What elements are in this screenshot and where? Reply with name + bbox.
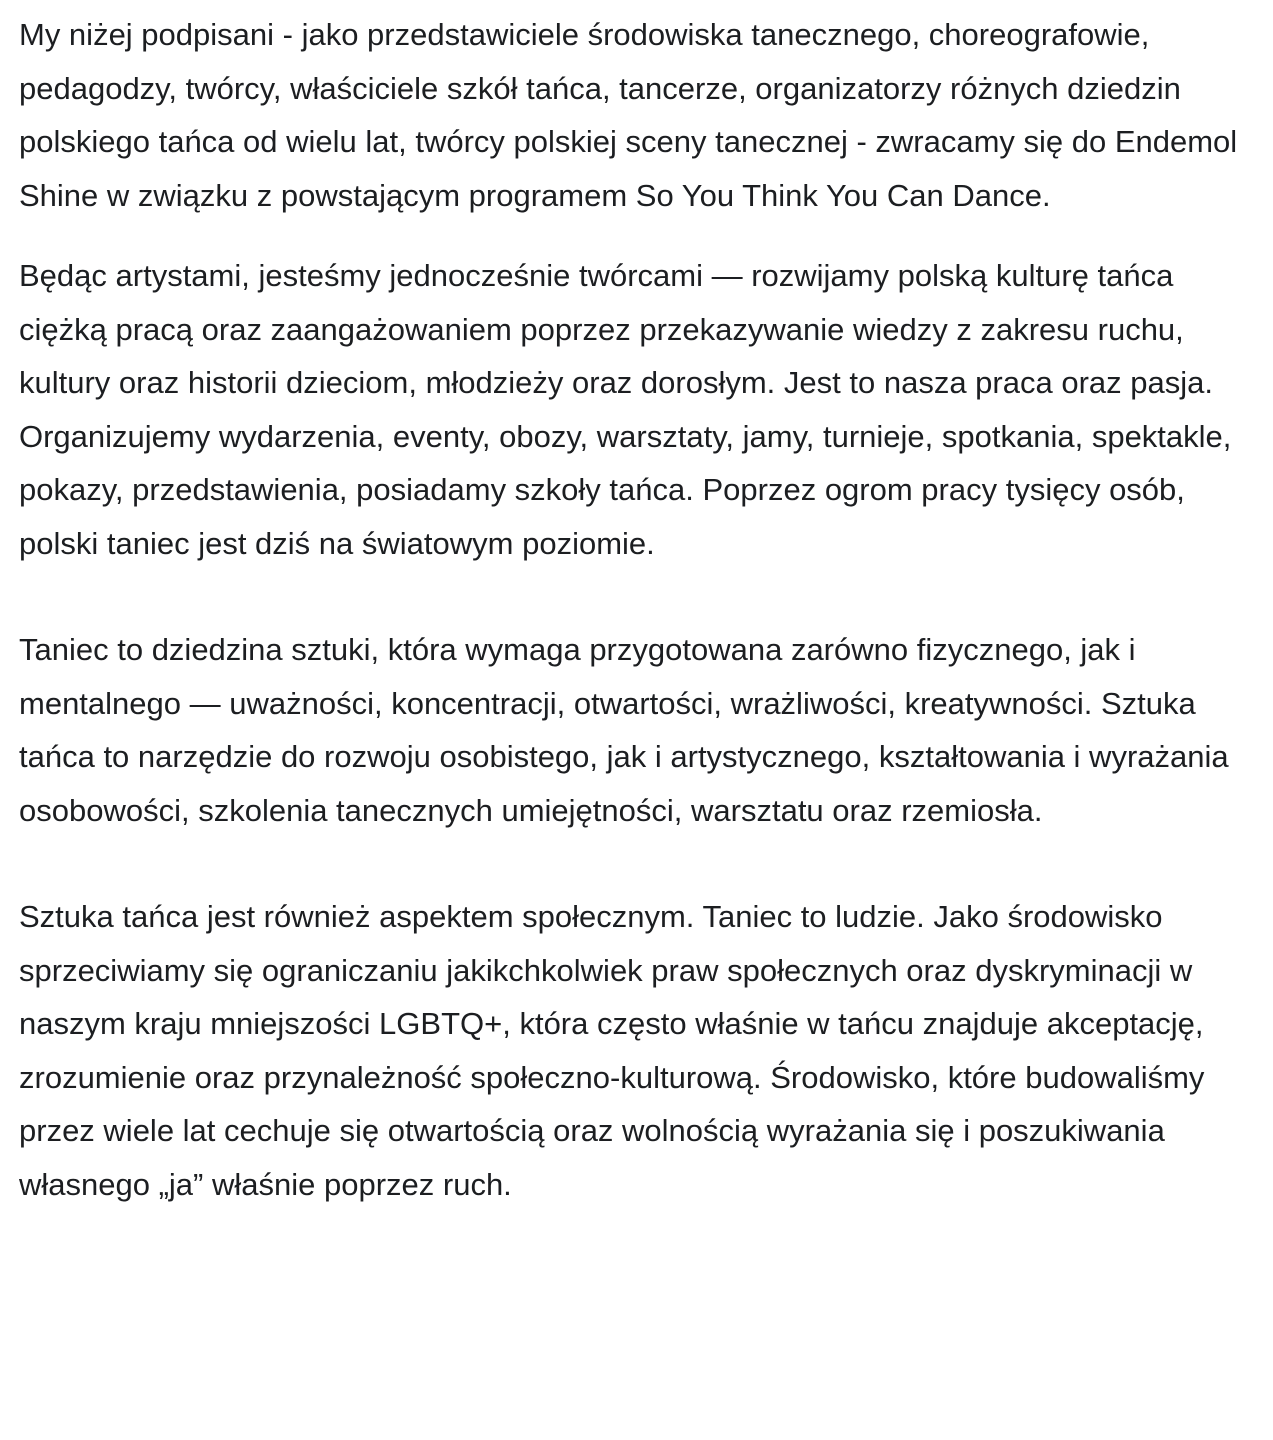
post-paragraph: Taniec to dziedzina sztuki, która wymaga przygotowana zarówno fizycznego, jak i mentalnego — uważności, koncentracji, otwartości, wrażliwości, kreatywności. Sztuka tańca to narzędzie do rozwoju osobistego, jak i artystycznego, kształtowania i wyrażania osobowości, szkolenia tanecznych umiejętności, warsztatu oraz rzemiosła. <box>19 632 1229 828</box>
post-paragraph: Będąc artystami, jesteśmy jednocześnie twórcami — rozwijamy polską kulturę tańca ciężką pracą oraz zaangażowaniem poprzez przekazywanie wiedzy z zakresu ruchu, kultury oraz historii dzieciom, młodzieży oraz dorosłym. Jest to nasza praca oraz pasja. Organizujemy wydarzenia, eventy, obozy, warsztaty, jamy, turnieje, spotkania, spektakle, pokazy, przedstawienia, posiadamy szkoły tańca. Poprzez ogrom pracy tysięcy osób, polski taniec jest dziś na światowym poziomie. <box>19 258 1232 561</box>
post-paragraph: My niżej podpisani - jako przedstawiciele środowiska tanecznego, choreografowie, pedagodzy, twórcy, właściciele szkół tańca, tancerze, organizatorzy różnych dziedzin polskiego tańca od wielu lat, twórcy polskiej sceny tanecznej - zwracamy się do Endemol Shine w związku z powstającym programem So You Think You Can Dance. <box>19 17 1238 213</box>
post-paragraph: Sztuka tańca jest również aspektem społecznym. Taniec to ludzie. Jako środowisko sprzeciwiamy się ograniczaniu jakikchkolwiek praw społecznych oraz dyskryminacji w naszym kraju mniejszości LGBTQ+, która często właśnie w tańcu znajduje akceptację, zrozumienie oraz przynależność społeczno-kulturową. Środowisko, które budowaliśmy przez wiele lat cechuje się otwartością oraz wolnością wyrażania się i poszukiwania własnego „ja” właśnie poprzez ruch. <box>19 899 1205 1202</box>
